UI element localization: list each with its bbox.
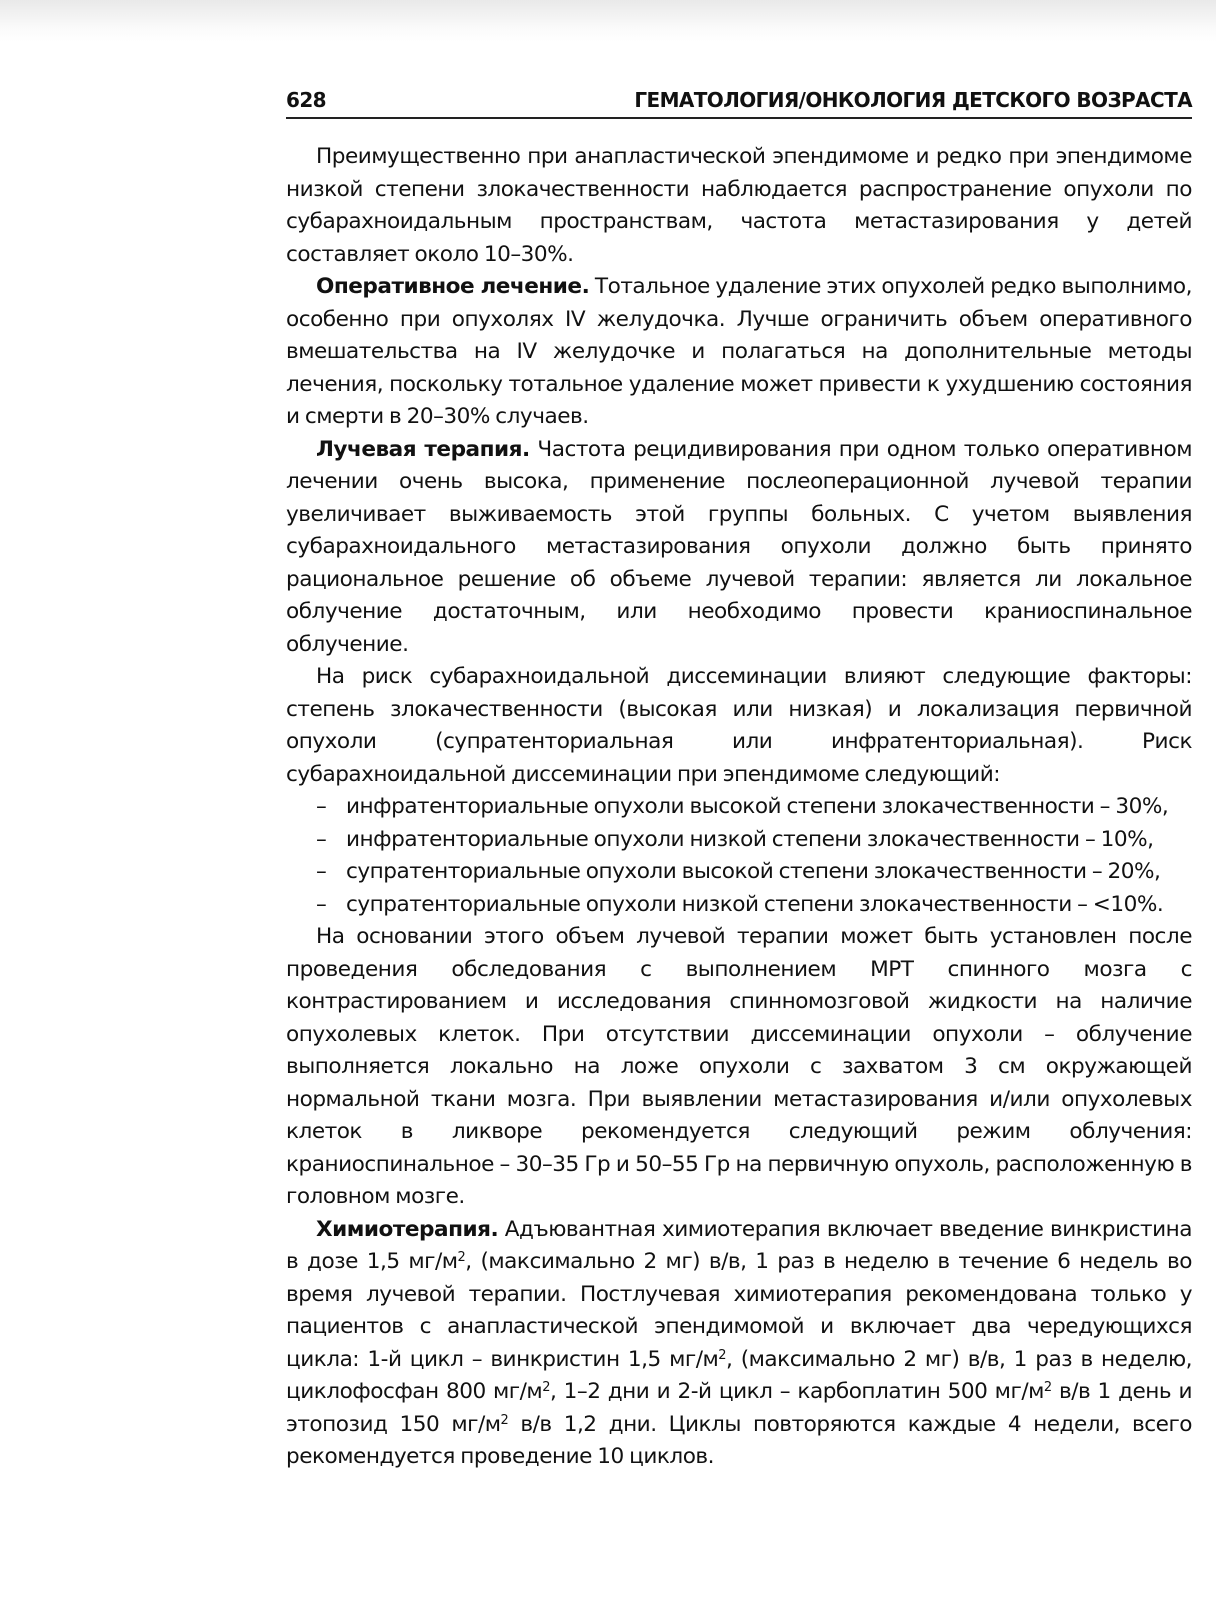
- paragraph-radiotherapy: Лучевая терапия. Частота рецидивирования при одном только оперативном лечении очень высока, применение послеоперационной лучевой терапии увеличивает выживаемость этой группы больных. С учетом выявления субарахноидального метастазирования опухоли должно быть принято рациональное решение об объеме лучевой терапии: является ли локальное облучение достаточным, или необходимо провести краниоспинальное облучение.: [286, 436, 1192, 657]
- running-title: ГЕМАТОЛОГИЯ/ОНКОЛОГИЯ ДЕТСКОГО ВОЗРАСТА: [634, 88, 1192, 112]
- paragraph-surgery: Оперативное лечение. Тотальное удаление этих опухолей редко выполнимо, особенно при опухолях IV желудочка. Лучше ограничить объем оперативного вмешательства на IV желудочке и полагаться на дополнительные методы лечения, поскольку тотальное удаление может привести к ухудшению состояния и смерти в 20–30% случаев.: [286, 274, 1192, 429]
- risk-list: [286, 791, 1192, 921]
- paragraph-risk-factors: На риск субарахноидальной диссеминации влияют следующие факторы: степень злокачественности (высокая или низкая) и локализация первичной опухоли (супратенториальная или инфратенториальная). Риск субарахноидальной диссеминации при эпендимоме следующий:: [286, 664, 1192, 787]
- paragraph-radiation-volume: На основании этого объем лучевой терапии может быть установлен после проведения обследования с выполнением МРТ спинного мозга с контрастированием и исследования спинномозговой жидкости на наличие опухолевых клеток. При отсутствии диссеминации опухоли – облучение выполняется локально на ложе опухоли с захватом 3 см окружающей нормальной ткани мозга. При выявлении метастазирования и/или опухолевых клеток в ликворе рекомендуется следующий режим облучения: краниоспинальное – 30–35 Гр и 50–55 Гр на первичную опухоль, расположенную в головном мозге.: [286, 924, 1192, 1209]
- scan-top-shadow: [0, 0, 1216, 42]
- surgery-heading: Оперативное лечение.: [316, 274, 590, 299]
- paragraph-chemotherapy: Химиотерапия. Адъювантная химиотерапия включает введение винкристина в дозе 1,5 $мг/м^2$, (максимально 2 мг) в/в, 1 раз в неделю в течение 6 недель во время лучевой терапии. Постлучевая химиотерапия рекомендована только у пациентов с анапластической эпендимомой и включает два чередующихся цикла: 1-й цикл – винкристин 1,5 $мг/м^2$, (максимально 2 мг) в/в, 1 раз в неделю, циклофосфан 800 $мг/м^2$, 1–2 дни и 2-й цикл – карбоплатин 500 $мг/м^2$ в/в 1 день и этопозид 150 $мг/м^2$ в/в 1,2 дни. Циклы повторяются каждые 4 недели, всего рекомендуется проведение 10 циклов.: [286, 1216, 1193, 1469]
- superscript: 2: [542, 1379, 550, 1395]
- radiotherapy-heading: Лучевая терапия.: [316, 436, 530, 462]
- superscript: 2: [500, 1412, 509, 1428]
- page-number: 628: [286, 88, 326, 112]
- running-header: [286, 88, 1192, 119]
- risk-list-item: – инфратенториальные опухоли высокой степени злокачественности – 30%,: [316, 791, 1192, 824]
- chemotherapy-heading: Химиотерапия.: [316, 1216, 499, 1242]
- risk-list-item: – супратенториальные опухоли высокой степени злокачественности – 20%,: [316, 856, 1192, 889]
- book-page: [286, 88, 1192, 1474]
- superscript: 2: [1043, 1379, 1052, 1395]
- superscript: 2: [457, 1249, 466, 1265]
- risk-list-item: – инфратенториальные опухоли низкой степени злокачественности – 10%,: [316, 824, 1192, 857]
- risk-list-item: – супратенториальные опухоли низкой степени злокачественности – <10%.: [316, 889, 1192, 922]
- paragraph-metastasis: Преимущественно при анапластической эпендимоме и редко при эпендимоме низкой степени злокачественности наблюдается распространение опухоли по субарахноидальным пространствам, частота метастазирования у детей составляет около 10–30%.: [286, 144, 1192, 267]
- page-body: [286, 141, 1192, 1474]
- superscript: 2: [718, 1347, 727, 1363]
